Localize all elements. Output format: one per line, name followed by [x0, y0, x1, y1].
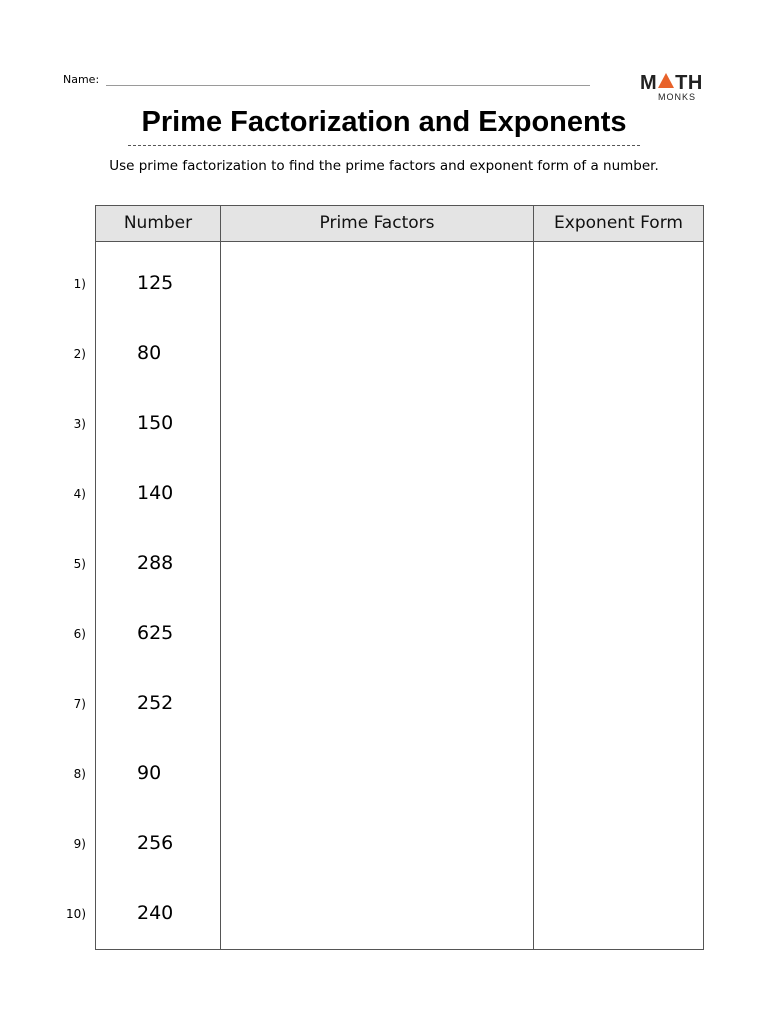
row-number: 140	[137, 482, 174, 504]
row-label: 1)	[73, 277, 86, 291]
row-label: 3)	[73, 417, 86, 431]
worksheet-table	[95, 205, 704, 950]
column-header-prime-factors: Prime Factors	[319, 213, 435, 233]
row-number: 256	[137, 832, 174, 854]
name-label: Name:	[63, 73, 100, 86]
logo-subtext: MONKS	[658, 92, 697, 102]
row-label: 9)	[73, 837, 86, 851]
logo-wordmark	[640, 73, 703, 93]
table-header	[96, 206, 703, 242]
column-divider	[220, 206, 221, 949]
row-label: 10)	[66, 907, 86, 921]
row-label: 7)	[73, 697, 86, 711]
title-divider	[128, 145, 640, 146]
name-field-line	[106, 85, 590, 86]
row-label: 5)	[73, 557, 86, 571]
logo-letters-th: TH	[675, 72, 703, 94]
logo-letter-m: M	[640, 72, 658, 94]
row-number: 80	[137, 342, 162, 364]
row-label: 2)	[73, 347, 86, 361]
row-number: 125	[137, 272, 174, 294]
row-label: 8)	[73, 767, 86, 781]
row-number: 90	[137, 762, 162, 784]
column-header-number: Number	[123, 213, 193, 233]
logo-triangle-icon	[658, 73, 674, 88]
column-divider	[533, 206, 534, 949]
row-label: 4)	[73, 487, 86, 501]
column-header-exponent-form: Exponent Form	[554, 213, 683, 233]
row-label: 6)	[73, 627, 86, 641]
instructions-text: Use prime factorization to find the prime factors and exponent form of a number.	[109, 158, 659, 174]
row-number: 240	[137, 902, 174, 924]
page-title: Prime Factorization and Exponents	[141, 106, 627, 138]
row-number: 288	[137, 552, 174, 574]
row-number: 252	[137, 692, 174, 714]
math-monks-logo	[640, 73, 706, 103]
row-number: 150	[137, 412, 174, 434]
row-number: 625	[137, 622, 174, 644]
